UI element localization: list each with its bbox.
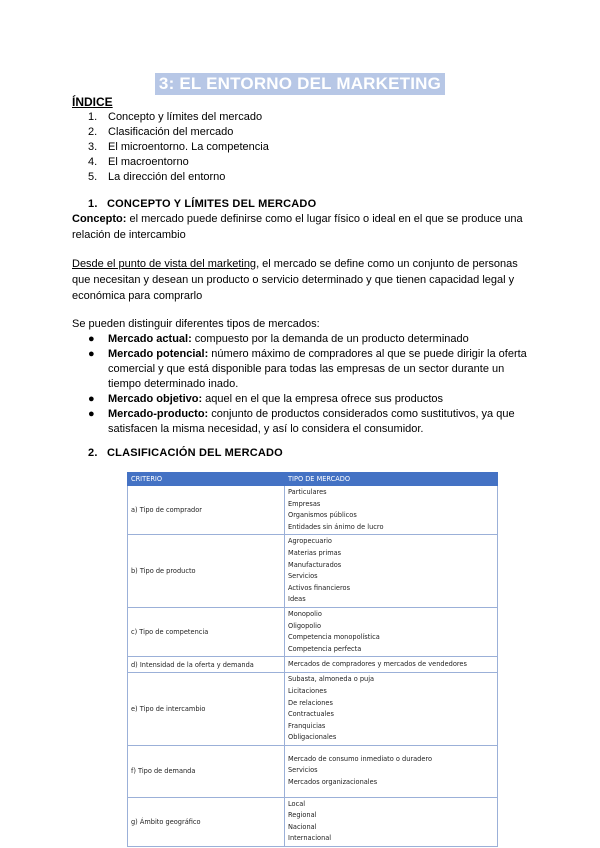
table-row: c) Tipo de competencia Monopolio Oligopolio Competencia monopolística Competencia perfecta — [128, 607, 498, 656]
index-item: 3. El microentorno. La competencia — [88, 141, 269, 153]
types-intro: Se pueden distinguir diferentes tipos de mercados: — [72, 318, 320, 330]
list-item: ● Mercado-producto: conjunto de productos considerados como sustitutivos, ya que satisfacen la misma necesidad, y así lo considera el consumidor. — [88, 408, 515, 435]
list-item: ● Mercado actual: compuesto por la demanda de un producto determinado — [88, 333, 469, 345]
header-tipo: TIPO DE MERCADO — [285, 473, 498, 486]
list-item: ● Mercado potencial: número máximo de compradores al que se puede dirigir la oferta comercial y que está disponible para todas las empresas de un sector durante un tiempo determinado inado. — [88, 348, 527, 390]
marketing-label: Desde el punto de vista del marketing — [72, 258, 257, 270]
table-row: d) Intensidad de la oferta y demanda Mercados de compradores y mercados de vendedores — [128, 657, 498, 673]
table-header-row — [128, 473, 498, 486]
concept-paragraph — [72, 211, 532, 243]
index-item: 2. Clasificación del mercado — [88, 126, 234, 138]
marketing-paragraph — [72, 256, 532, 304]
table-row: g) Ámbito geográfico Local Regional Nacional Internacional — [128, 797, 498, 846]
market-types-list — [72, 332, 532, 437]
table-row: b) Tipo de producto Agropecuario Materias primas Manufacturados Servicios Activos financieros Ideas — [128, 535, 498, 608]
index-heading: ÍNDICE — [72, 95, 113, 109]
table-row: a) Tipo de comprador Particulares Empresas Organismos públicos Entidades sin ánimo de lucro — [128, 486, 498, 535]
title-wrapper — [0, 73, 600, 95]
header-criterio: CRITERIO — [128, 473, 285, 486]
concept-label: Concepto: — [72, 213, 127, 225]
marketing-text: , el mercado se define como un conjunto de personas que necesitan y desean un producto o servicio determinado y que tienen capacidad legal y económica para comprarlo — [72, 258, 518, 302]
index-item: 1. Concepto y límites del mercado — [88, 111, 263, 123]
section-2-title: 2. CLASIFICACIÓN DEL MERCADO — [88, 447, 283, 459]
page-title: 3: EL ENTORNO DEL MARKETING — [155, 73, 445, 95]
list-item: ● Mercado objetivo: aquel en el que la empresa ofrece sus productos — [88, 393, 444, 405]
table-row: e) Tipo de intercambio Subasta, almoneda o puja Licitaciones De relaciones Contractuales Franquicias Obligacionales — [128, 673, 498, 746]
index-item: 5. La dirección del entorno — [88, 171, 226, 183]
classification-table — [127, 472, 498, 847]
index-item: 4. El macroentorno — [88, 156, 189, 168]
index-list — [72, 110, 269, 185]
section-1-title: 1. CONCEPTO Y LÍMITES DEL MERCADO — [88, 198, 317, 210]
concept-text: el mercado puede definirse como el lugar físico o ideal en el que se produce una relación de intercambio — [72, 213, 523, 241]
table-row: f) Tipo de demanda Mercado de consumo inmediato o duradero Servicios Mercados organizacionales — [128, 745, 498, 797]
